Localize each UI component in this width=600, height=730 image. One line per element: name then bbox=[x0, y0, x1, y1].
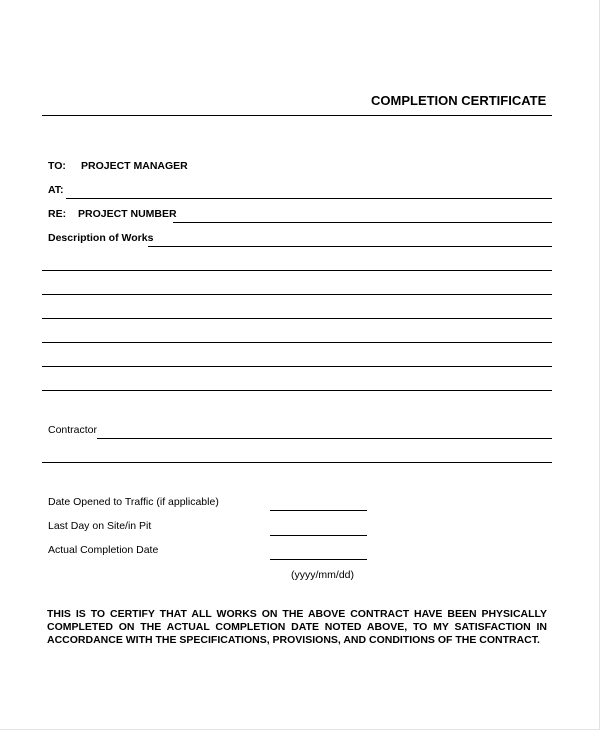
description-line[interactable] bbox=[42, 366, 552, 367]
document-title: COMPLETION CERTIFICATE bbox=[371, 93, 547, 108]
title-underline bbox=[42, 115, 552, 116]
to-value: PROJECT MANAGER bbox=[81, 160, 188, 172]
at-label: AT: bbox=[48, 184, 64, 196]
project-number-line[interactable] bbox=[173, 222, 552, 223]
at-field-line[interactable] bbox=[66, 198, 552, 199]
description-line[interactable] bbox=[42, 270, 552, 271]
description-line[interactable] bbox=[42, 294, 552, 295]
last-day-line[interactable] bbox=[270, 535, 367, 536]
re-label: RE: bbox=[48, 208, 67, 220]
description-line[interactable] bbox=[42, 390, 552, 391]
description-label: Description of Works bbox=[48, 232, 154, 244]
certification-statement: THIS IS TO CERTIFY THAT ALL WORKS ON THE ABOVE CONTRACT HAVE BEEN PHYSICALLY COMPLETED ON THE ACTUAL COMPLETION DATE NOTED ABOVE, TO MY SATISFACTION IN ACCORDANCE WITH THE SPECIFICATIONS, PROVISIONS, AND CONDITIONS OF THE CONTRACT. bbox=[47, 608, 547, 646]
description-line[interactable] bbox=[42, 318, 552, 319]
to-label: TO: bbox=[48, 160, 66, 172]
contractor-line[interactable] bbox=[42, 462, 552, 463]
contractor-line[interactable] bbox=[97, 438, 552, 439]
completion-date-label: Actual Completion Date bbox=[48, 544, 159, 556]
re-value: PROJECT NUMBER bbox=[78, 208, 177, 220]
contractor-label: Contractor bbox=[48, 424, 98, 436]
date-format-hint: (yyyy/mm/dd) bbox=[291, 569, 354, 581]
last-day-label: Last Day on Site/in Pit bbox=[48, 520, 152, 532]
description-line[interactable] bbox=[42, 342, 552, 343]
date-opened-label: Date Opened to Traffic (if applicable) bbox=[48, 496, 219, 508]
description-line[interactable] bbox=[148, 246, 552, 247]
completion-date-line[interactable] bbox=[270, 559, 367, 560]
date-opened-line[interactable] bbox=[270, 510, 367, 511]
